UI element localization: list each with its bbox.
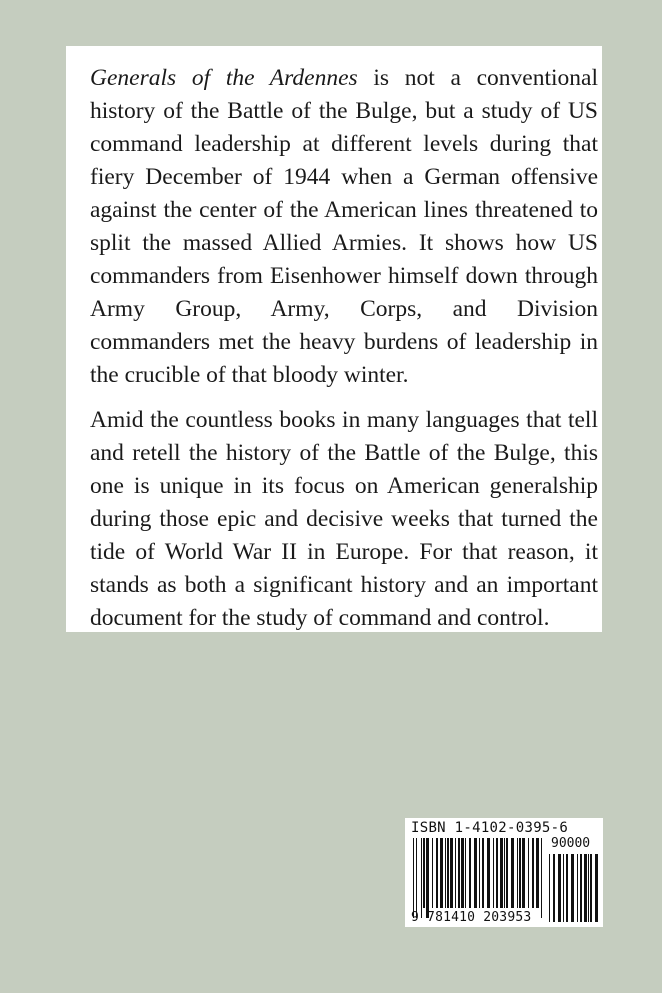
barcode-bar [465, 838, 466, 908]
barcode-bar [450, 838, 453, 908]
barcode-bar [511, 838, 514, 908]
barcode-bar [440, 838, 443, 908]
blurb-panel [66, 46, 602, 632]
barcode-bar [506, 838, 508, 908]
blurb-paragraph-1 [90, 62, 598, 392]
barcode-bar [421, 838, 422, 918]
barcode-bar [541, 838, 542, 918]
barcode-bar [549, 854, 550, 922]
barcode-bar [461, 838, 464, 908]
barcode-guard-bar [416, 838, 417, 918]
barcode-bar [436, 838, 438, 908]
barcode-bar [426, 838, 429, 918]
barcode-bar [423, 838, 425, 908]
barcode-bar [590, 854, 592, 922]
barcode-bar [493, 838, 494, 908]
blurb-paragraph-2: Amid the countless books in many languages that tell and retell the history of the Battle of the Bulge, this one is unique in its focus on American generalship during those epic and decisive weeks that turned the tide of World War II in Europe. For that reason, it stands as both a significant history and an important document for the study of command and control. [90, 407, 598, 631]
barcode-bar [496, 838, 498, 908]
barcode-bar [479, 838, 480, 908]
barcode-bar [584, 854, 587, 922]
barcode-bar [595, 854, 598, 922]
barcode-bar [566, 854, 568, 922]
barcode-bar [580, 854, 582, 922]
barcode-bar [482, 838, 484, 908]
barcode-bar [519, 838, 521, 908]
barcode-bar [563, 854, 564, 922]
barcode-bar [522, 838, 525, 908]
barcode-bar [528, 838, 529, 908]
barcode-bar [553, 854, 555, 922]
barcode-bar [558, 854, 561, 922]
book-title: Generals of the Ardennes [90, 65, 358, 91]
ean-label: 9 781410 203953 [411, 910, 532, 925]
barcode-bar [455, 838, 456, 908]
barcode-bar [445, 838, 446, 908]
barcode-bar [577, 854, 578, 922]
blurb-paragraph-1-text: is not a conventional history of the Battle of the Bulge, but a study of US command leadership at different levels during that fiery December of 1944 when a German offensive against the center of the American lines threatened to split the massed Allied Armies. It shows how US commanders from Eisenhower himself down through Army Group, Army, Corps, and Division commanders met the heavy burdens of leadership in the crucible of that bloody winter. [90, 65, 599, 388]
barcode-bar [571, 854, 574, 922]
isbn-label: ISBN 1-4102-0395-6 [411, 820, 569, 836]
price-code-label: 90000 [551, 836, 591, 851]
barcode-bar [474, 838, 477, 908]
barcode-bar [536, 838, 539, 908]
barcode-box [405, 818, 603, 927]
barcode-bar [517, 838, 518, 908]
barcode-bar [447, 838, 449, 908]
barcode-bar [469, 838, 471, 908]
barcode-bar [532, 838, 534, 908]
barcode-bar [432, 838, 433, 908]
barcode-bar [458, 838, 460, 908]
barcode-bar [588, 854, 589, 922]
barcode-bar [504, 838, 505, 908]
barcode-bar [500, 838, 503, 908]
barcode-bar [487, 838, 490, 908]
barcode-guard-bar [413, 838, 414, 918]
